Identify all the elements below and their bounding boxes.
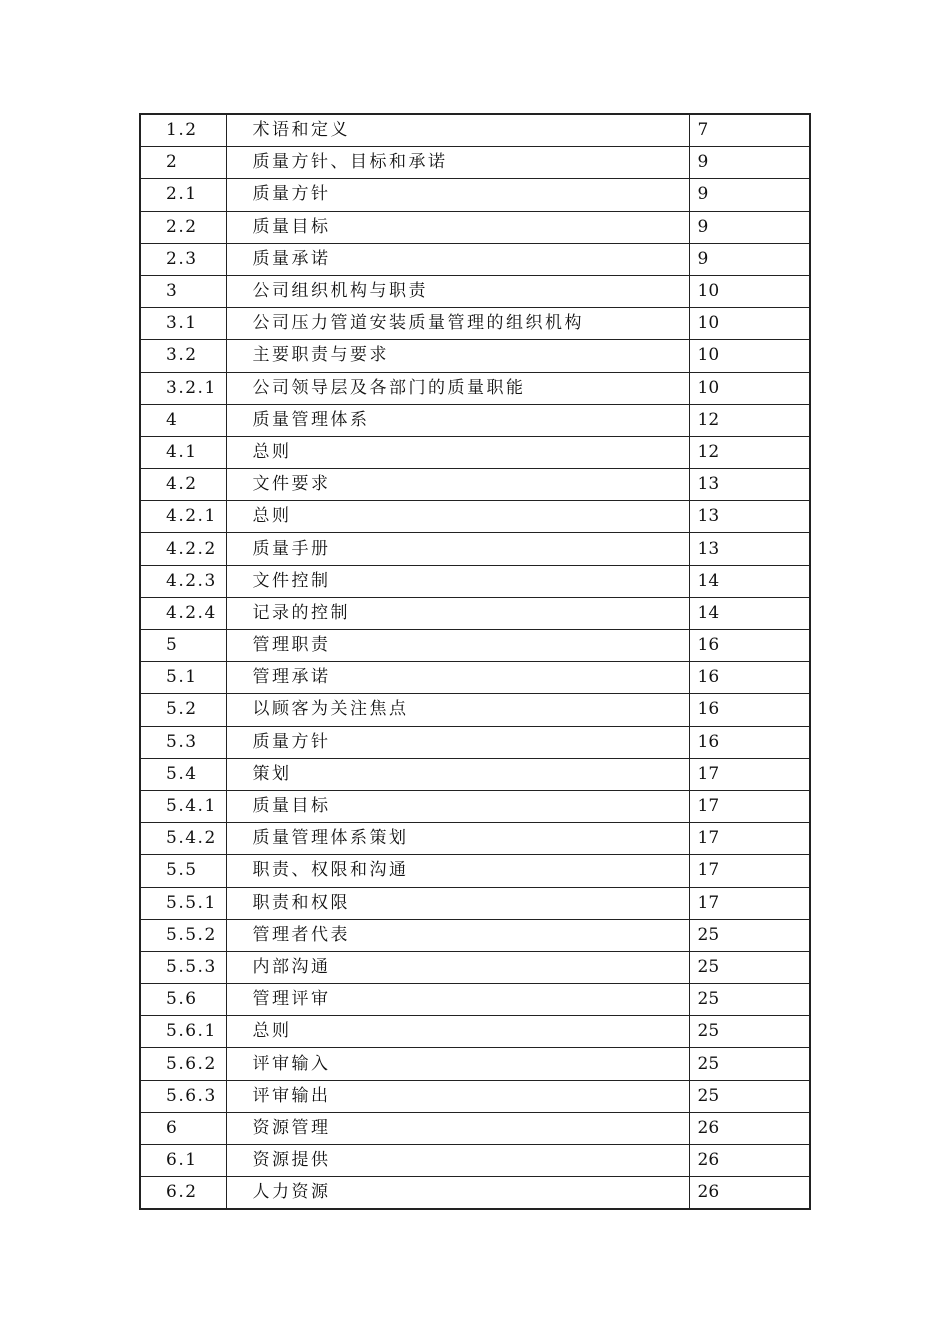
section-number: 2.3 [140,243,226,275]
page-number: 25 [689,919,810,951]
toc-row [140,372,810,404]
section-number: 5.5 [140,855,226,887]
toc-row [140,758,810,790]
page-number: 17 [689,855,810,887]
toc-row [140,726,810,758]
section-title: 文件要求 [226,469,689,501]
page-number: 16 [689,726,810,758]
section-title: 总则 [226,501,689,533]
page-number: 17 [689,758,810,790]
section-number: 5.6.2 [140,1048,226,1080]
toc-row [140,147,810,179]
toc-row [140,1177,810,1210]
section-title: 公司组织机构与职责 [226,275,689,307]
section-title: 职责、权限和沟通 [226,855,689,887]
section-number: 2.2 [140,211,226,243]
section-number: 5.3 [140,726,226,758]
section-number: 6 [140,1112,226,1144]
section-title: 职责和权限 [226,887,689,919]
toc-body [140,114,810,1209]
section-number: 3 [140,275,226,307]
section-title: 资源管理 [226,1112,689,1144]
page-number: 9 [689,179,810,211]
section-title: 质量目标 [226,211,689,243]
section-number: 5.1 [140,662,226,694]
page-number: 10 [689,372,810,404]
page-number: 26 [689,1177,810,1210]
page-number: 25 [689,1080,810,1112]
section-title: 文件控制 [226,565,689,597]
toc-row [140,951,810,983]
toc-row [140,1016,810,1048]
section-title: 质量方针、目标和承诺 [226,147,689,179]
page-number: 17 [689,887,810,919]
section-title: 管理评审 [226,984,689,1016]
section-title: 公司压力管道安装质量管理的组织机构 [226,308,689,340]
page-number: 25 [689,1016,810,1048]
section-number: 5.6 [140,984,226,1016]
section-title: 质量方针 [226,726,689,758]
section-number: 4.2 [140,469,226,501]
section-title: 资源提供 [226,1145,689,1177]
page-number: 10 [689,340,810,372]
toc-row [140,340,810,372]
section-number: 5.5.1 [140,887,226,919]
section-number: 1.2 [140,114,226,147]
section-title: 质量管理体系 [226,404,689,436]
toc-row [140,887,810,919]
section-number: 3.2 [140,340,226,372]
section-title: 人力资源 [226,1177,689,1210]
page-number: 12 [689,404,810,436]
section-number: 5.6.3 [140,1080,226,1112]
page-number: 7 [689,114,810,147]
toc-row [140,243,810,275]
section-title: 管理者代表 [226,919,689,951]
section-title: 策划 [226,758,689,790]
toc-row [140,114,810,147]
toc-row [140,533,810,565]
section-title: 管理职责 [226,630,689,662]
page-number: 17 [689,790,810,822]
section-number: 4.2.4 [140,597,226,629]
section-title: 主要职责与要求 [226,340,689,372]
section-number: 2 [140,147,226,179]
section-title: 评审输入 [226,1048,689,1080]
page-number: 26 [689,1145,810,1177]
section-title: 术语和定义 [226,114,689,147]
section-number: 4.2.2 [140,533,226,565]
page-number: 9 [689,211,810,243]
page-number: 16 [689,694,810,726]
section-number: 5.4 [140,758,226,790]
toc-row [140,984,810,1016]
toc-row [140,662,810,694]
section-number: 4 [140,404,226,436]
section-title: 以顾客为关注焦点 [226,694,689,726]
section-title: 内部沟通 [226,951,689,983]
page-number: 25 [689,984,810,1016]
page-number: 13 [689,501,810,533]
toc-row [140,436,810,468]
toc-row [140,1145,810,1177]
page-number: 25 [689,951,810,983]
page-number: 17 [689,823,810,855]
page-number: 13 [689,469,810,501]
page-number: 25 [689,1048,810,1080]
section-number: 5.4.1 [140,790,226,822]
toc-row [140,630,810,662]
toc-row [140,1080,810,1112]
section-title: 公司领导层及各部门的质量职能 [226,372,689,404]
page-number: 16 [689,662,810,694]
section-title: 质量目标 [226,790,689,822]
section-number: 5.4.2 [140,823,226,855]
page-number: 12 [689,436,810,468]
toc-row [140,179,810,211]
section-title: 评审输出 [226,1080,689,1112]
section-title: 质量手册 [226,533,689,565]
toc-row [140,823,810,855]
section-number: 2.1 [140,179,226,211]
page-number: 14 [689,565,810,597]
toc-row [140,790,810,822]
page-number: 10 [689,275,810,307]
toc-row [140,469,810,501]
section-number: 5.5.3 [140,951,226,983]
toc-row [140,1048,810,1080]
toc-row [140,855,810,887]
toc-row [140,919,810,951]
section-number: 5.5.2 [140,919,226,951]
section-title: 总则 [226,436,689,468]
section-number: 5.2 [140,694,226,726]
toc-row [140,694,810,726]
toc-row [140,211,810,243]
page-number: 16 [689,630,810,662]
toc-row [140,501,810,533]
section-title: 质量承诺 [226,243,689,275]
page-number: 9 [689,147,810,179]
section-title: 质量管理体系策划 [226,823,689,855]
toc-row [140,275,810,307]
page-number: 9 [689,243,810,275]
section-number: 4.2.3 [140,565,226,597]
page-number: 14 [689,597,810,629]
page-number: 10 [689,308,810,340]
section-title: 总则 [226,1016,689,1048]
page-number: 13 [689,533,810,565]
section-number: 3.2.1 [140,372,226,404]
section-number: 5.6.1 [140,1016,226,1048]
page-number: 26 [689,1112,810,1144]
section-number: 4.1 [140,436,226,468]
section-title: 质量方针 [226,179,689,211]
section-title: 管理承诺 [226,662,689,694]
section-number: 3.1 [140,308,226,340]
section-number: 5 [140,630,226,662]
toc-row [140,308,810,340]
toc-row [140,597,810,629]
section-number: 6.1 [140,1145,226,1177]
section-number: 4.2.1 [140,501,226,533]
section-number: 6.2 [140,1177,226,1210]
toc-row [140,404,810,436]
toc-row [140,565,810,597]
section-title: 记录的控制 [226,597,689,629]
toc-table [139,113,811,1210]
toc-row [140,1112,810,1144]
